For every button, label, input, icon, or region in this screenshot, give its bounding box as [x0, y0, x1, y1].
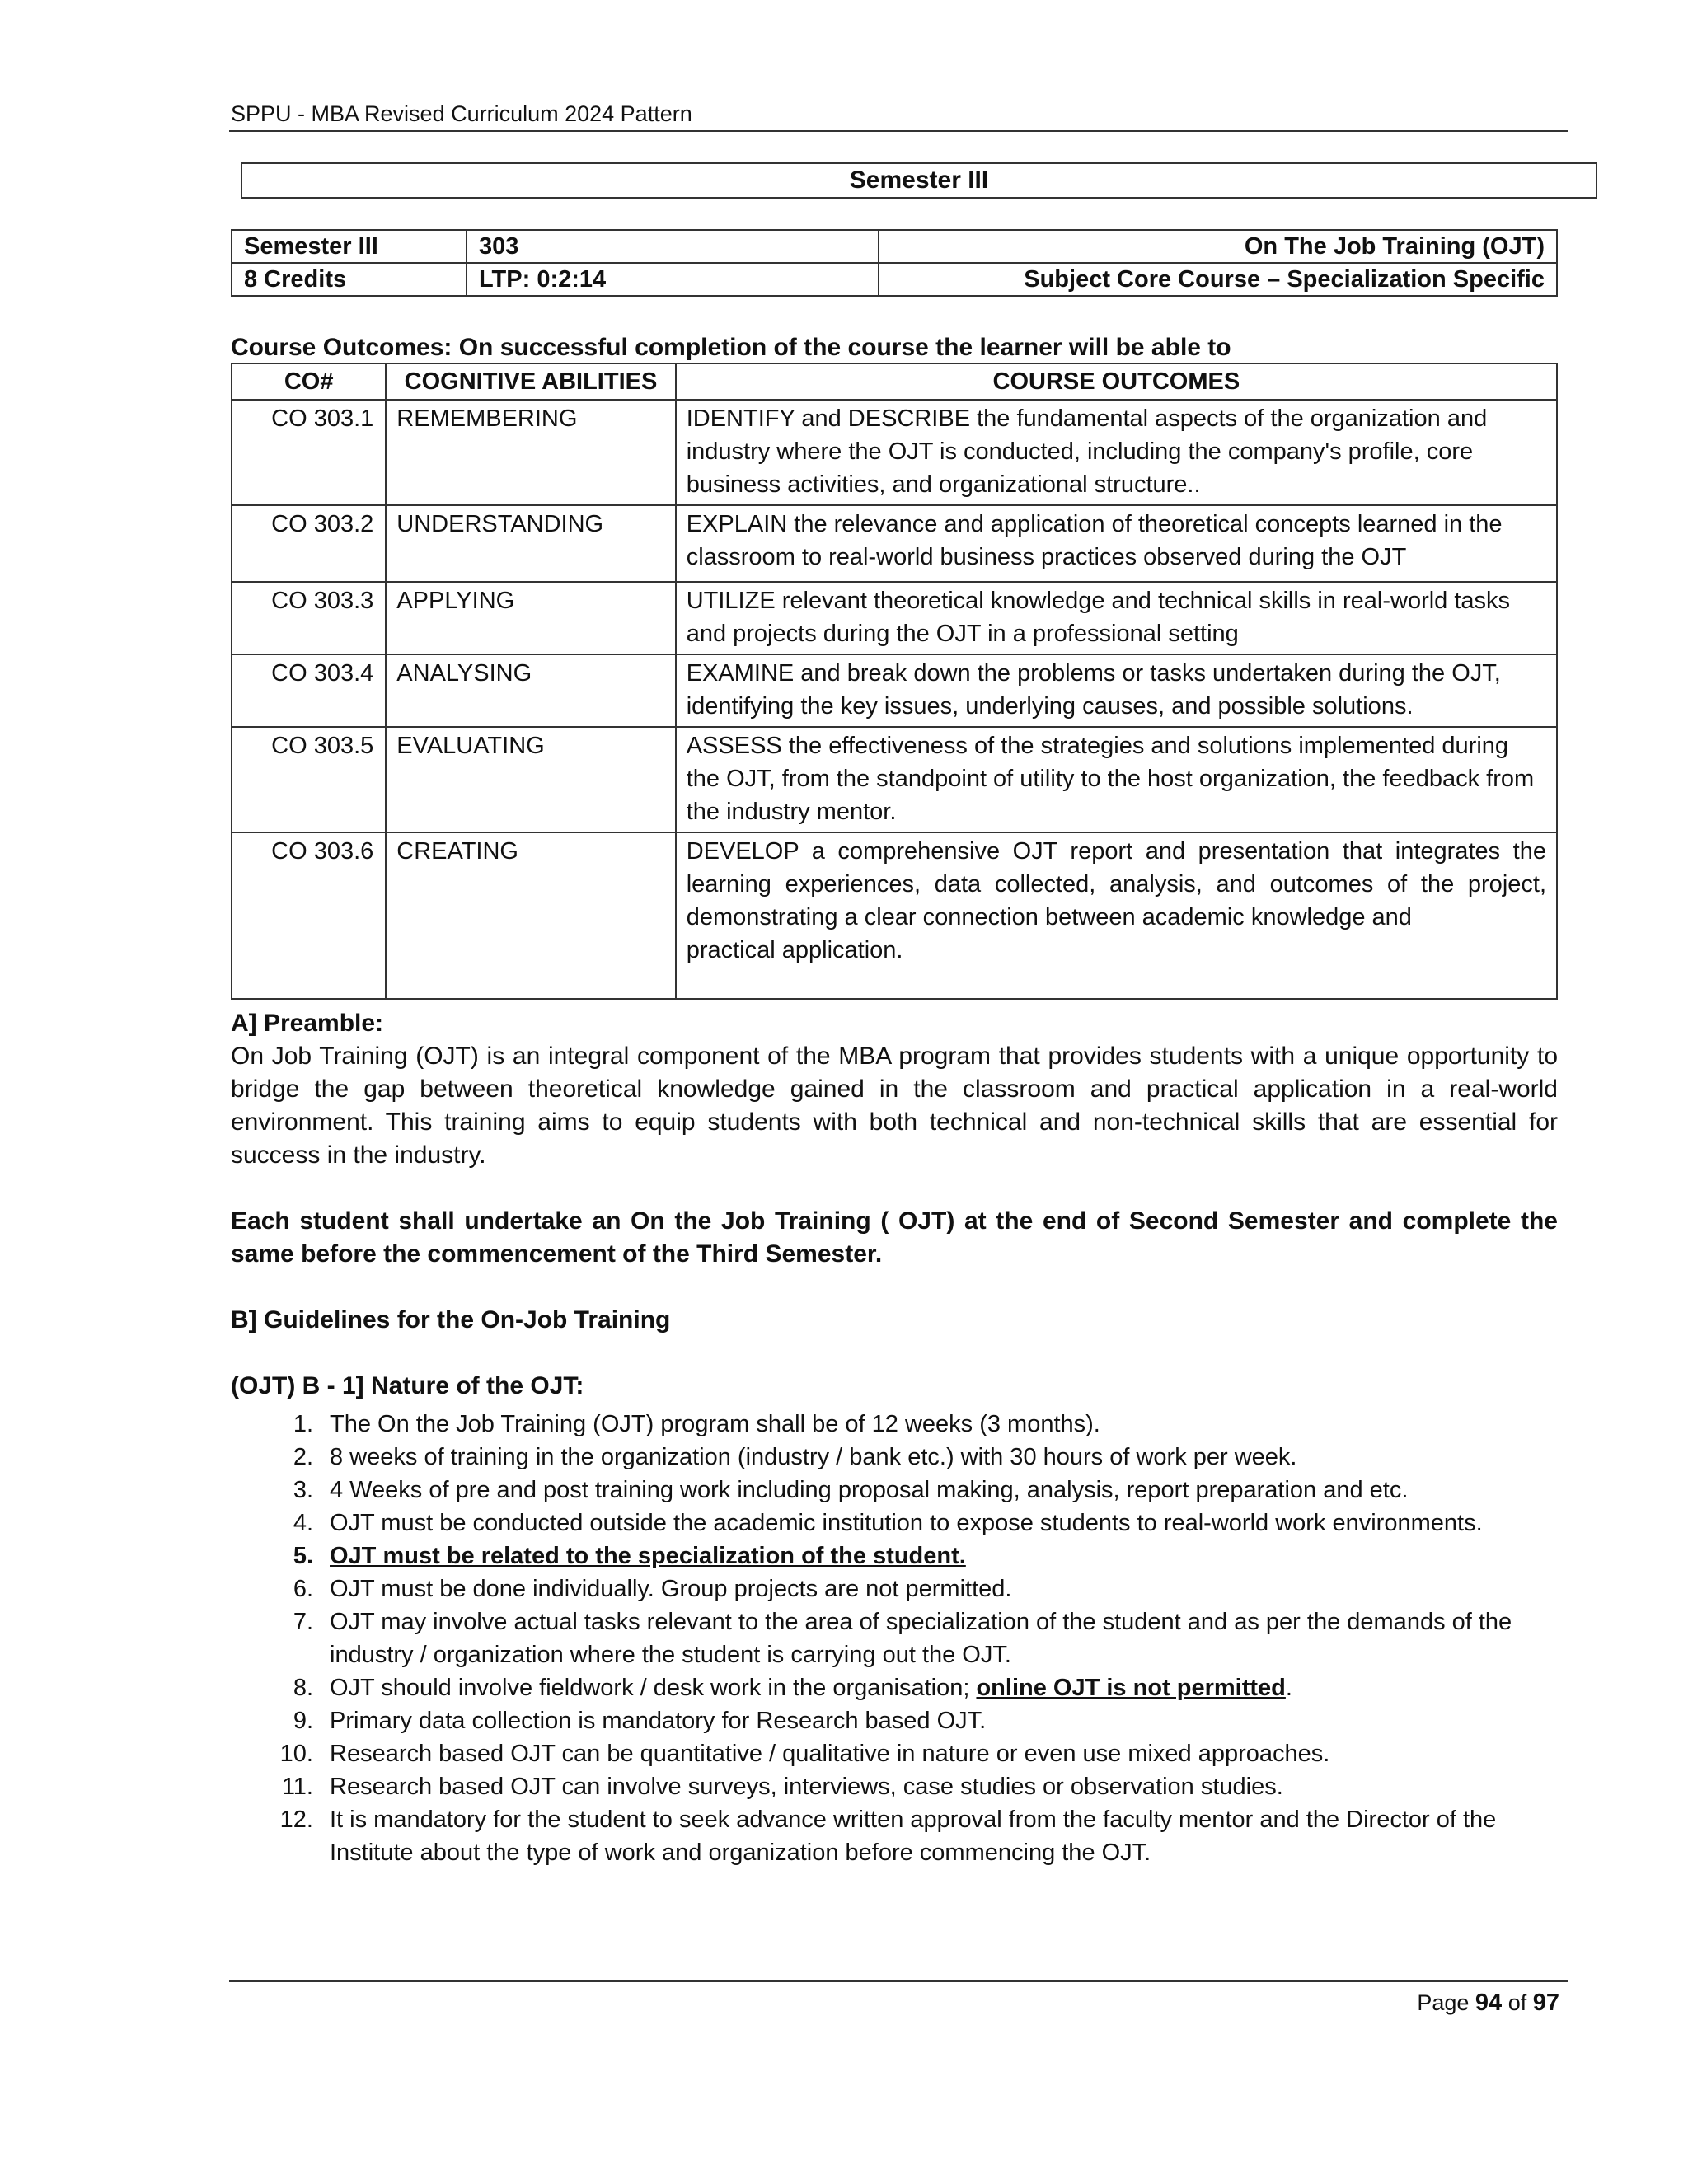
list-item-number: 6.: [293, 1576, 313, 1602]
list-item-text: 4 Weeks of pre and post training work including proposal making, analysis, report preparation and etc.: [330, 1477, 1409, 1503]
nature-of-ojt-list: [231, 1408, 1566, 1869]
table-row: [232, 654, 1557, 727]
course-outcome: UTILIZE relevant theoretical knowledge and technical skills in real-world tasks and projects during the OJT in a professional setting: [676, 582, 1557, 654]
list-item: [231, 1605, 1566, 1671]
list-item-text: 8 weeks of training in the organization (industry / bank etc.) with 30 hours of work per week.: [330, 1444, 1297, 1470]
list-item-number: 3.: [293, 1477, 313, 1503]
list-item-number: 4.: [293, 1510, 313, 1536]
list-item: [231, 1770, 1566, 1803]
header-rule: [229, 130, 1568, 132]
course-outcome: ASSESS the effectiveness of the strategies and solutions implemented during the OJT, from the standpoint of utility to the host organization, the feedback from the industry mentor.: [676, 727, 1557, 832]
cognitive-ability: EVALUATING: [386, 727, 675, 832]
list-item-text: OJT must be done individually. Group projects are not permitted.: [330, 1576, 1012, 1602]
list-item: [231, 1441, 1566, 1474]
course-outcome-last-line: practical application.: [686, 937, 903, 963]
list-item-text: Research based OJT can involve surveys, interviews, case studies or observation studies.: [330, 1774, 1283, 1800]
list-item-number: 9.: [293, 1708, 313, 1734]
list-item-text: Primary data collection is mandatory for Research based OJT.: [330, 1708, 987, 1734]
table-row: [232, 727, 1557, 832]
preamble-notice: Each student shall undertake an On the Job Training ( OJT) at the end of Second Semester and complete the same before the commencement of the Third Semester.: [231, 1207, 1558, 1268]
column-header-ability: COGNITIVE ABILITIES: [386, 363, 675, 400]
table-row: [232, 832, 1557, 999]
semester-cell: Semester III: [232, 230, 467, 263]
column-header-co: CO#: [232, 363, 386, 400]
footer-rule: [229, 1980, 1568, 1982]
running-header: SPPU - MBA Revised Curriculum 2024 Pattern: [231, 101, 692, 126]
list-item-emphasis: online OJT is not permitted: [976, 1675, 1286, 1701]
course-info-row: [232, 263, 1557, 296]
list-item-number: 10.: [279, 1741, 313, 1767]
course-outcome: EXAMINE and break down the problems or tasks undertaken during the OJT, identifying the key issues, underlying causes, and possible solutions.: [676, 654, 1557, 727]
preamble-title: A] Preamble:: [231, 1010, 384, 1037]
total-pages: 97: [1532, 1990, 1559, 2016]
course-info-row: [232, 230, 1557, 263]
list-item: [231, 1572, 1566, 1605]
list-item: [231, 1507, 1566, 1540]
list-item-text: Research based OJT can be quantitative / qualitative in nature or even use mixed approaches.: [330, 1741, 1330, 1767]
cognitive-ability: ANALYSING: [386, 654, 675, 727]
list-item-number: 12.: [279, 1807, 313, 1833]
course-info-table: [231, 229, 1558, 297]
of-label: of: [1507, 1990, 1527, 2015]
table-row: [232, 505, 1557, 582]
nature-title: (OJT) B - 1] Nature of the OJT:: [231, 1372, 584, 1399]
page-number: 94: [1475, 1990, 1503, 2016]
course-outcome: [676, 832, 1557, 999]
list-item-number: 2.: [293, 1444, 313, 1470]
list-item-text: OJT must be conducted outside the academic institution to expose students to real-world work environments.: [330, 1510, 1483, 1536]
course-title-cell: On The Job Training (OJT): [879, 230, 1557, 263]
co-number: CO 303.1: [232, 400, 386, 505]
cognitive-ability: CREATING: [386, 832, 675, 999]
guidelines-title: B] Guidelines for the On-Job Training: [231, 1306, 671, 1333]
co-number: CO 303.6: [232, 832, 386, 999]
page-footer: [1417, 1986, 1559, 2019]
list-item-text: The On the Job Training (OJT) program shall be of 12 weeks (3 months).: [330, 1411, 1100, 1437]
list-item-text: OJT should involve fieldwork / desk work in the organisation;: [330, 1675, 977, 1701]
preamble-text: On Job Training (OJT) is an integral component of the MBA program that provides students with a unique opportunity to bridge the gap between theoretical knowledge gained in the classroom and practical application in a real-world environment. This training aims to equip students with both technical and non-technical skills that are essential for success in the industry.: [231, 1043, 1558, 1169]
credits-cell: 8 Credits: [232, 263, 467, 296]
table-row: [232, 582, 1557, 654]
list-item: [231, 1671, 1566, 1704]
semester-banner: Semester III: [241, 162, 1597, 199]
list-item-number: 1.: [293, 1411, 313, 1437]
list-item-text: It is mandatory for the student to seek advance written approval from the faculty mentor and the Director of the Institute about the type of work and organization before commencing the OJT.: [330, 1807, 1497, 1866]
list-item: [231, 1803, 1566, 1869]
co-number: CO 303.3: [232, 582, 386, 654]
co-number: CO 303.2: [232, 505, 386, 582]
page-label: Page: [1417, 1990, 1470, 2015]
cognitive-ability: REMEMBERING: [386, 400, 675, 505]
list-item: [231, 1408, 1566, 1441]
list-item-suffix: .: [1285, 1675, 1292, 1701]
list-item-number: 11.: [281, 1774, 313, 1800]
course-outcome-text: DEVELOP a comprehensive OJT report and presentation that integrates the learning experiences, data collected, analysis, and outcomes of the project, demonstrating a clear connection between academic knowledge and: [686, 838, 1546, 930]
list-item-number: 8.: [293, 1675, 313, 1701]
list-item-text: OJT may involve actual tasks relevant to the area of specialization of the student and as per the demands of the industry / organization where the student is carrying out the OJT.: [330, 1609, 1512, 1668]
co-number: CO 303.4: [232, 654, 386, 727]
list-item: [231, 1704, 1566, 1737]
co-number: CO 303.5: [232, 727, 386, 832]
column-header-outcome: COURSE OUTCOMES: [676, 363, 1557, 400]
cognitive-ability: UNDERSTANDING: [386, 505, 675, 582]
ltp-cell: LTP: 0:2:14: [467, 263, 879, 296]
course-code-cell: 303: [467, 230, 879, 263]
cognitive-ability: APPLYING: [386, 582, 675, 654]
list-item: [231, 1737, 1566, 1770]
outcomes-header-row: [232, 363, 1557, 400]
list-item: [231, 1540, 1566, 1572]
list-item-text: OJT must be related to the specialization of the student.: [330, 1543, 966, 1569]
course-outcome: IDENTIFY and DESCRIBE the fundamental aspects of the organization and industry where the OJT is conducted, including the company's profile, core business activities, and organizational structure..: [676, 400, 1557, 505]
course-outcome: EXPLAIN the relevance and application of theoretical concepts learned in the classroom to real-world business practices observed during the OJT: [676, 505, 1557, 582]
outcomes-heading: Course Outcomes: On successful completion of the course the learner will be able to: [231, 334, 1231, 361]
course-outcomes-table: [231, 363, 1558, 1000]
list-item: [231, 1474, 1566, 1507]
list-item-number: 5.: [293, 1543, 313, 1569]
list-item-number: 7.: [293, 1609, 313, 1635]
table-row: [232, 400, 1557, 505]
course-type-cell: Subject Core Course – Specialization Specific: [879, 263, 1557, 296]
